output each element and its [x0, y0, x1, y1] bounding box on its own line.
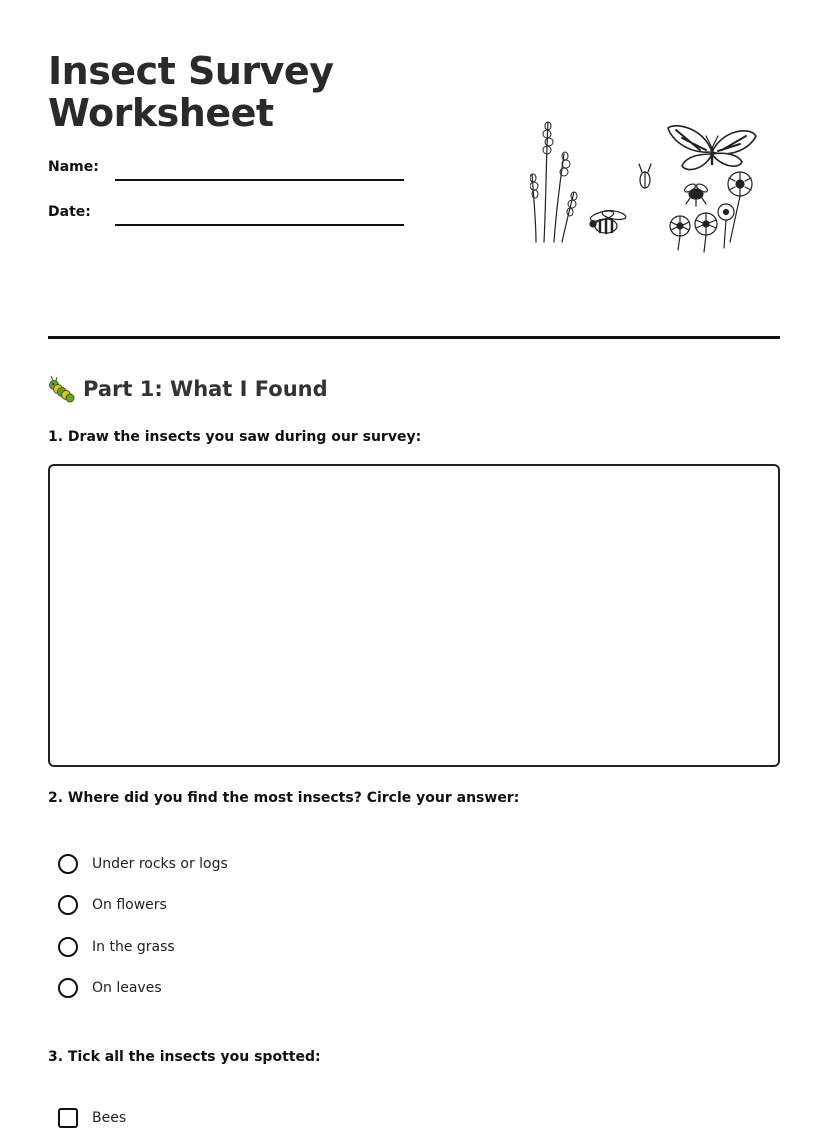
name-input-line[interactable] — [115, 179, 404, 181]
radio-circle[interactable] — [58, 854, 78, 874]
location-option-leaves[interactable] — [58, 976, 162, 1000]
option-label: On flowers — [92, 897, 167, 913]
radio-circle[interactable] — [58, 937, 78, 957]
header-divider — [48, 336, 780, 339]
name-field — [48, 159, 408, 189]
question-3: 3. Tick all the insects you spotted: — [48, 1049, 321, 1065]
insects-illustration — [530, 112, 770, 254]
option-label: Under rocks or logs — [92, 856, 228, 872]
location-option-flowers[interactable] — [58, 893, 167, 917]
radio-circle[interactable] — [58, 978, 78, 998]
title-line-1: Insect Survey — [48, 49, 334, 93]
question-1: 1. Draw the insects you saw during our survey: — [48, 429, 422, 445]
date-field — [48, 204, 408, 234]
option-label: Bees — [92, 1110, 127, 1126]
title-line-2: Worksheet — [48, 91, 274, 135]
name-label: Name: — [48, 159, 99, 175]
checkbox[interactable] — [58, 1108, 78, 1128]
location-option-grass[interactable] — [58, 935, 175, 959]
date-input-line[interactable] — [115, 224, 404, 226]
part1-heading — [48, 374, 328, 404]
radio-circle[interactable] — [58, 895, 78, 915]
drawing-box[interactable] — [48, 464, 780, 767]
part1-title: Part 1: What I Found — [83, 377, 328, 401]
location-option-rocks[interactable] — [58, 852, 228, 876]
page-title — [48, 50, 468, 134]
question-2: 2. Where did you find the most insects? Circle your answer: — [48, 790, 520, 806]
caterpillar-icon — [48, 375, 76, 403]
date-label: Date: — [48, 204, 91, 220]
option-label: On leaves — [92, 980, 162, 996]
insect-checkbox-bees[interactable] — [58, 1106, 126, 1130]
option-label: In the grass — [92, 939, 175, 955]
